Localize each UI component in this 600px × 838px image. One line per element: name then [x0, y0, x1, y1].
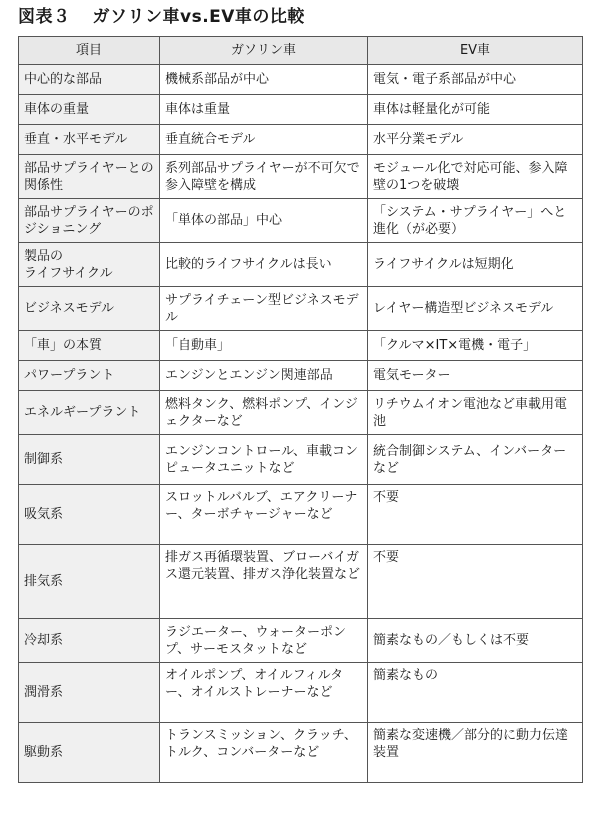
row-item-cell	[19, 199, 160, 243]
row-gasoline-cell	[160, 435, 368, 485]
row-item-cell	[19, 619, 160, 663]
row-ev-cell	[368, 435, 583, 485]
cell-text: 「車」の本質	[24, 338, 103, 353]
row-ev-cell	[368, 125, 583, 155]
table-row	[19, 125, 583, 155]
row-ev-cell	[368, 361, 583, 391]
table-row	[19, 485, 583, 545]
row-item-cell	[19, 287, 160, 331]
cell-text: ビジネスモデル	[24, 301, 114, 316]
table-row	[19, 361, 583, 391]
cell-text: 「単体の部品」中心	[165, 213, 283, 228]
row-gasoline-cell	[160, 95, 368, 125]
cell-text: ライフサイクルは短期化	[373, 257, 514, 272]
header-item: 項目	[19, 37, 160, 65]
cell-text: パワープラント	[24, 368, 115, 383]
row-item-cell	[19, 65, 160, 95]
cell-text: 水平分業モデル	[373, 132, 464, 147]
row-item-cell	[19, 331, 160, 361]
row-gasoline-cell	[160, 125, 368, 155]
cell-text: リチウムイオン電池など車載用電池	[373, 396, 567, 429]
row-gasoline-cell	[160, 243, 368, 287]
cell-text: 垂直統合モデル	[165, 132, 256, 147]
row-gasoline-cell	[160, 545, 368, 619]
table-row	[19, 391, 583, 435]
table-row	[19, 545, 583, 619]
table-row	[19, 65, 583, 95]
row-gasoline-cell	[160, 331, 368, 361]
row-gasoline-cell	[160, 663, 368, 723]
cell-text: 不要	[373, 490, 400, 505]
cell-text: 電気・電子系部品が中心	[373, 72, 517, 87]
cell-text: サプライチェーン型ビジネスモデル	[165, 292, 359, 325]
row-item-cell	[19, 663, 160, 723]
cell-text: ラジエーター、ウォーターポンプ、サーモスタットなど	[165, 624, 346, 657]
cell-text: 「自動車」	[165, 338, 231, 353]
cell-text: 排気系	[24, 574, 64, 589]
cell-text: エンジンとエンジン関連部品	[165, 368, 333, 383]
cell-text: 部品サプライヤーのポジショニング	[24, 204, 154, 237]
row-gasoline-cell	[160, 723, 368, 783]
cell-text: 機械系部品が中心	[165, 72, 270, 87]
figure-label: 図表３	[18, 7, 71, 27]
cell-text: 燃料タンク、燃料ポンプ、インジェクターなど	[165, 396, 358, 429]
page-title	[18, 6, 305, 28]
row-ev-cell	[368, 331, 583, 361]
cell-text: 排ガス再循環装置、ブローバイガス還元装置、排ガス浄化装置など	[165, 550, 361, 582]
cell-text: トランスミッション、クラッチ、トルク、コンバーターなど	[165, 728, 357, 760]
row-item-cell	[19, 723, 160, 783]
table-row	[19, 435, 583, 485]
cell-text: 吸気系	[24, 507, 64, 522]
cell-text: 中心的な部品	[24, 72, 103, 87]
row-ev-cell	[368, 65, 583, 95]
cell-text: 不要	[373, 550, 400, 565]
row-ev-cell	[368, 619, 583, 663]
cell-text: 製品の ライフサイクル	[24, 248, 113, 281]
table-row	[19, 95, 583, 125]
cell-text: 系列部品サプライヤーが不可欠で参入障壁を構成	[165, 160, 360, 193]
cell-text: オイルポンプ、オイルフィルター、オイルストレーナーなど	[165, 668, 344, 700]
row-ev-cell	[368, 199, 583, 243]
table-row	[19, 243, 583, 287]
table-row	[19, 199, 583, 243]
row-ev-cell	[368, 243, 583, 287]
table-row	[19, 663, 583, 723]
row-item-cell	[19, 243, 160, 287]
row-ev-cell	[368, 663, 583, 723]
cell-text: スロットルバルブ、エアクリーナー、ターボチャージャーなど	[165, 490, 358, 522]
row-ev-cell	[368, 723, 583, 783]
cell-text: 車体は軽量化が可能	[373, 102, 491, 117]
row-ev-cell	[368, 155, 583, 199]
cell-text: 垂直・水平モデル	[24, 132, 128, 147]
row-item-cell	[19, 155, 160, 199]
row-ev-cell	[368, 391, 583, 435]
header-ev: EV車	[368, 37, 583, 65]
cell-text: 簡素な変速機／部分的に動力伝達装置	[373, 728, 569, 760]
row-item-cell	[19, 95, 160, 125]
row-item-cell	[19, 485, 160, 545]
cell-text: エンジンコントロール、車載コンピュータユニットなど	[165, 443, 359, 476]
row-item-cell	[19, 545, 160, 619]
row-gasoline-cell	[160, 361, 368, 391]
row-item-cell	[19, 435, 160, 485]
cell-text: 「システム・サプライヤー」へと進化（が必要）	[373, 204, 567, 237]
cell-text: 潤滑系	[24, 685, 64, 700]
cell-text: 統合制御システム、インバーターなど	[373, 443, 567, 476]
cell-text: 「クルマ×IT×電機・電子」	[373, 338, 537, 353]
table-row	[19, 619, 583, 663]
row-gasoline-cell	[160, 199, 368, 243]
table-row	[19, 287, 583, 331]
row-gasoline-cell	[160, 391, 368, 435]
title-text: ガソリン車vs.EV車の比較	[92, 7, 305, 27]
header-gasoline: ガソリン車	[160, 37, 368, 65]
cell-text: 車体は重量	[165, 102, 231, 117]
cell-text: 冷却系	[24, 633, 64, 648]
table-header-row	[19, 37, 583, 65]
row-item-cell	[19, 125, 160, 155]
cell-text: 部品サプライヤーとの関係性	[24, 160, 154, 193]
comparison-table	[18, 36, 583, 783]
cell-text: 駆動系	[24, 745, 64, 760]
row-gasoline-cell	[160, 485, 368, 545]
cell-text: レイヤー構造型ビジネスモデル	[373, 301, 554, 316]
row-gasoline-cell	[160, 619, 368, 663]
table-row	[19, 155, 583, 199]
table-row	[19, 723, 583, 783]
row-item-cell	[19, 361, 160, 391]
table-row	[19, 331, 583, 361]
cell-text: 比較的ライフサイクルは長い	[165, 257, 332, 272]
cell-text: 制御系	[24, 452, 64, 467]
cell-text: 電気モーター	[373, 368, 451, 383]
row-ev-cell	[368, 485, 583, 545]
cell-text: 車体の重量	[24, 102, 90, 117]
row-ev-cell	[368, 287, 583, 331]
cell-text: モジュール化で対応可能、参入障壁の1つを破壊	[373, 160, 568, 193]
cell-text: 簡素なもの／もしくは不要	[373, 633, 530, 648]
cell-text: エネルギープラント	[24, 405, 141, 420]
row-item-cell	[19, 391, 160, 435]
row-gasoline-cell	[160, 65, 368, 95]
row-gasoline-cell	[160, 155, 368, 199]
row-ev-cell	[368, 95, 583, 125]
row-ev-cell	[368, 545, 583, 619]
cell-text: 簡素なもの	[373, 668, 439, 683]
row-gasoline-cell	[160, 287, 368, 331]
